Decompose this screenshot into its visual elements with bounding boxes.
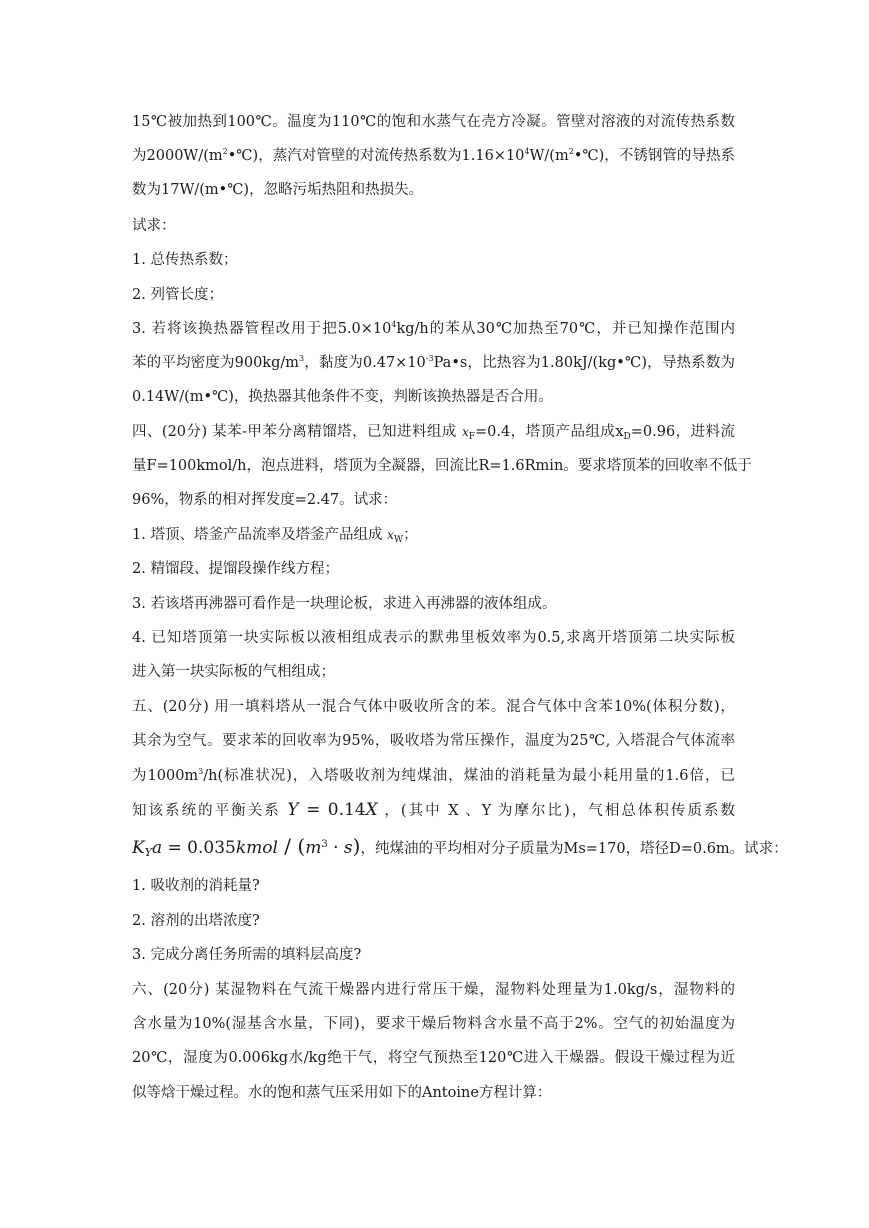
- list-item: 2. 精馏段、提馏段操作线方程；: [132, 561, 339, 577]
- text-line: 20℃，湿度为0.006kg水/kg绝干气，将空气预热至120℃进入干燥器。假设干燥过程为近: [132, 1050, 735, 1066]
- list-item: 3. 若该塔再沸器可看作是一块理论板，求进入再沸器的液体组成。: [132, 596, 557, 612]
- text-line: $K_Ya$ = 0.035kmol / $(m^3 \cdot s)$，纯煤油的平均相对分子质量为Ms=170，塔径D=0.6m。试求：: [132, 834, 788, 859]
- list-item: 4. 已知塔顶第一块实际板以液相组成表示的默弗里板效率为0.5,求离开塔顶第二块实际板: [132, 630, 735, 646]
- text-line: 为$1000m^3/h$(标准状况)，入塔吸收剂为纯煤油，煤油的消耗量为最小耗用量的1.6倍，已: [132, 767, 735, 784]
- mass-transfer-coefficient-equation: $K_Ya$ = 0.035kmol / $(m^3 \cdot s)$: [132, 834, 361, 859]
- list-item: 3. 完成分离任务所需的填料层高度?: [132, 947, 362, 963]
- question-heading: 五、(20分) 用一填料塔从一混合气体中吸收所含的苯。混合气体中含苯10%(体积分数)，: [132, 699, 735, 715]
- question-heading: 四、(20分) 某苯-甲苯分离精馏塔，已知进料组成 $x_F=0.4$，塔顶产品组成$x_D=0.96$，进料流: [132, 424, 736, 442]
- list-item: 2. 溶剂的出塔浓度?: [132, 913, 260, 929]
- ask-label: 试求：: [132, 218, 176, 234]
- equilibrium-equation: Y = 0.14X: [287, 800, 378, 820]
- text-line: 96%，物系的相对挥发度=2.47。试求：: [132, 492, 398, 508]
- list-item: 1. 总传热系数；: [132, 252, 238, 268]
- text-line: 量F=100kmol/h，泡点进料，塔顶为全凝器，回流比R=1.6Rmin。要求塔顶苯的回收率不低于: [132, 458, 752, 474]
- list-item: 1. 塔顶、塔釜产品流率及塔釜产品组成 $x_W$；: [132, 527, 418, 545]
- text-line: 苯的平均密度为$900kg/m^3$，黏度为$0.47\times 10^{-3}Pa•s$，比热容为1.80kJ/(kg•℃)，导热系数为: [132, 354, 735, 371]
- list-item: 1. 吸收剂的消耗量?: [132, 878, 260, 894]
- text-line: 似等焓干燥过程。水的饱和蒸气压采用如下的Antoine方程计算：: [132, 1085, 552, 1101]
- text-line: 15℃被加热到100℃。温度为110℃的饱和水蒸气在壳方冷凝。管壁对溶液的对流传热系数: [132, 114, 735, 130]
- question-heading: 六、(20分) 某湿物料在气流干燥器内进行常压干燥，湿物料处理量为1.0kg/s，湿物料的: [132, 982, 735, 998]
- list-item: 2. 列管长度；: [132, 287, 223, 303]
- list-item: 3. 若将该换热器管程改用于把$5.0\times 10^4kg/h$的苯从30℃加热至70℃，并已知操作范围内: [132, 320, 735, 337]
- text-line: 进入第一块实际板的气相组成；: [132, 664, 335, 680]
- text-line: 知该系统的平衡关系 Y = 0.14X ，(其中 X 、Y 为摩尔比)，气相总体积传质系数: [132, 800, 736, 820]
- text-line: 数为17W/(m•℃)，忽略污垢热阻和热损失。: [132, 182, 424, 198]
- text-line: 为$2000W/(m^2•℃)$，蒸汽对管壁的对流传热系数为$1.16\times 10^4W/(m^2•℃)$，不锈钢管的导热系: [132, 147, 735, 164]
- text-line: 其余为空气。要求苯的回收率为95%，吸收塔为常压操作，温度为25℃, 入塔混合气体流率: [132, 733, 735, 749]
- text-line: 0.14W/(m•℃)，换热器其他条件不变，判断该换热器是否合用。: [132, 389, 553, 405]
- text-line: 含水量为10%(湿基含水量，下同)，要求干燥后物料含水量不高于2%。空气的初始温度为: [132, 1016, 735, 1032]
